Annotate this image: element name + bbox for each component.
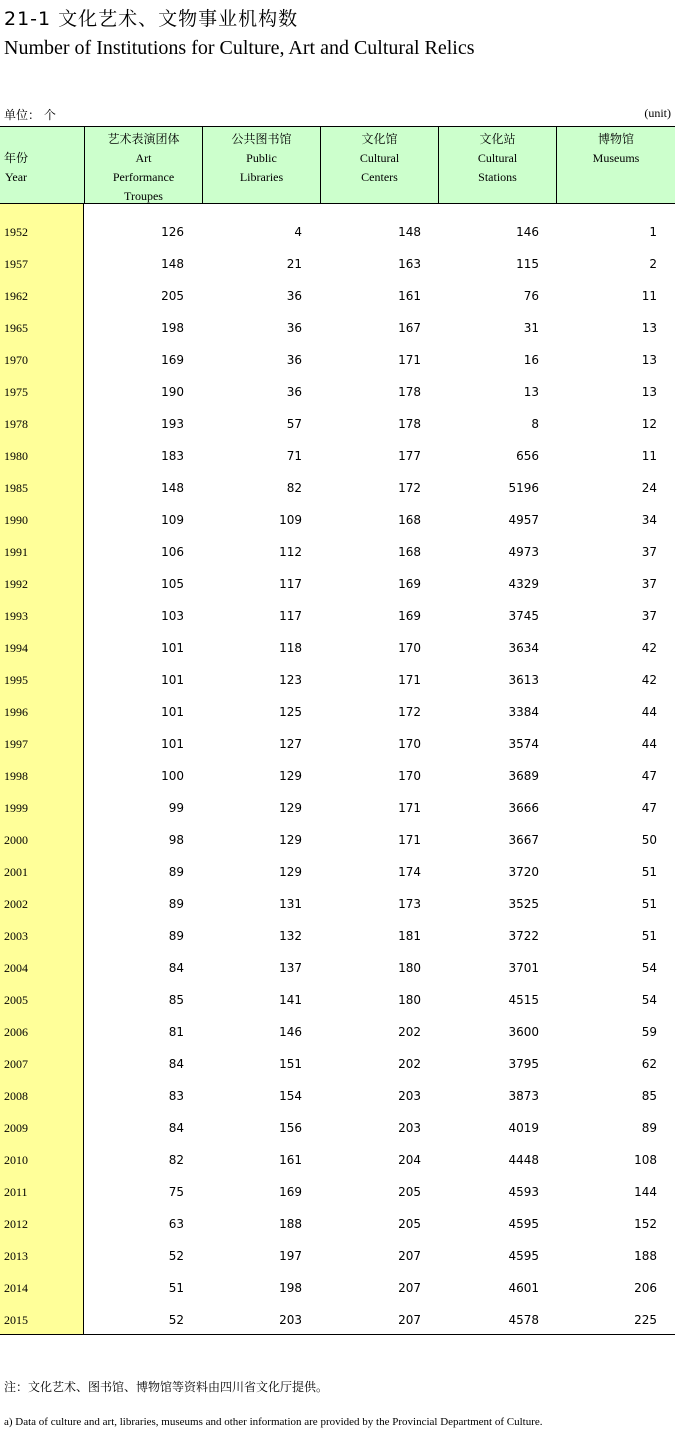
table-row <box>0 661 675 693</box>
value-cell: 37 <box>641 545 657 559</box>
value-cell: 3689 <box>508 769 539 783</box>
value-cell: 89 <box>641 1121 657 1135</box>
value-cell: 11 <box>641 289 657 303</box>
value-cell: 205 <box>398 1185 421 1199</box>
value-cell: 4448 <box>508 1153 539 1167</box>
value-cell: 148 <box>161 481 184 495</box>
value-cell: 132 <box>279 929 302 943</box>
header-cn: 博物馆 <box>597 132 634 146</box>
value-cell: 89 <box>168 865 184 879</box>
value-cell: 85 <box>168 993 184 1007</box>
value-cell: 51 <box>641 929 657 943</box>
value-cell: 47 <box>641 801 657 815</box>
value-cell: 108 <box>634 1153 657 1167</box>
year-cell: 2010 <box>4 1153 28 1167</box>
value-cell: 3873 <box>508 1089 539 1103</box>
value-cell: 105 <box>161 577 184 591</box>
value-cell: 168 <box>398 545 421 559</box>
year-cell: 2002 <box>4 897 28 911</box>
value-cell: 37 <box>641 577 657 591</box>
page-title-cn: 21-1 文化艺术、文物事业机构数 <box>4 8 299 30</box>
value-cell: 144 <box>634 1185 657 1199</box>
value-cell: 3722 <box>508 929 539 943</box>
year-cell: 1962 <box>4 289 28 303</box>
value-cell: 171 <box>398 673 421 687</box>
value-cell: 101 <box>161 705 184 719</box>
value-cell: 89 <box>168 897 184 911</box>
header-en: Libraries <box>239 170 284 184</box>
value-cell: 656 <box>516 449 539 463</box>
value-cell: 51 <box>641 897 657 911</box>
year-cell: 1991 <box>4 545 28 559</box>
header-cultural-centers <box>321 127 439 203</box>
value-cell: 4957 <box>508 513 539 527</box>
value-cell: 181 <box>398 929 421 943</box>
header-en: Public <box>246 151 277 165</box>
value-cell: 169 <box>398 609 421 623</box>
table-row <box>0 981 675 1013</box>
year-cell: 2009 <box>4 1121 28 1135</box>
header-en: Museums <box>592 151 640 165</box>
value-cell: 118 <box>279 641 302 655</box>
value-cell: 167 <box>398 321 421 335</box>
header-en: Cultural <box>359 151 400 165</box>
table-row <box>0 693 675 725</box>
value-cell: 126 <box>161 225 184 239</box>
value-cell: 203 <box>279 1313 302 1327</box>
value-cell: 170 <box>398 737 421 751</box>
value-cell: 106 <box>161 545 184 559</box>
table-row <box>0 917 675 949</box>
unit-label-en: (unit) <box>644 106 671 120</box>
header-en: Centers <box>361 170 398 184</box>
table-body <box>0 204 675 1335</box>
value-cell: 3600 <box>508 1025 539 1039</box>
table-header <box>0 126 675 204</box>
year-cell: 1980 <box>4 449 28 463</box>
value-cell: 3634 <box>508 641 539 655</box>
value-cell: 99 <box>168 801 184 815</box>
value-cell: 202 <box>398 1057 421 1071</box>
table-row <box>0 1269 675 1301</box>
table-row <box>0 309 675 341</box>
table-row <box>0 277 675 309</box>
value-cell: 188 <box>279 1217 302 1231</box>
year-cell: 1952 <box>4 225 28 239</box>
table-row <box>0 565 675 597</box>
value-cell: 198 <box>279 1281 302 1295</box>
value-cell: 81 <box>168 1025 184 1039</box>
header-en: Cultural <box>477 151 518 165</box>
value-cell: 148 <box>161 257 184 271</box>
value-cell: 4595 <box>508 1249 539 1263</box>
header-en: Troupes <box>124 189 163 203</box>
value-cell: 137 <box>279 961 302 975</box>
value-cell: 59 <box>641 1025 657 1039</box>
year-cell: 2001 <box>4 865 28 879</box>
year-cell: 1985 <box>4 481 28 495</box>
value-cell: 13 <box>641 353 657 367</box>
value-cell: 112 <box>279 545 302 559</box>
value-cell: 62 <box>641 1057 657 1071</box>
value-cell: 178 <box>398 385 421 399</box>
value-cell: 190 <box>161 385 184 399</box>
table-row <box>0 533 675 565</box>
value-cell: 44 <box>641 705 657 719</box>
table-row <box>0 437 675 469</box>
value-cell: 177 <box>398 449 421 463</box>
value-cell: 54 <box>641 961 657 975</box>
year-cell: 2003 <box>4 929 28 943</box>
table-row <box>0 757 675 789</box>
year-cell: 1990 <box>4 513 28 527</box>
value-cell: 52 <box>168 1249 184 1263</box>
value-cell: 54 <box>641 993 657 1007</box>
table-row <box>0 1301 675 1333</box>
table-row <box>0 405 675 437</box>
value-cell: 180 <box>398 993 421 1007</box>
value-cell: 129 <box>279 769 302 783</box>
value-cell: 205 <box>161 289 184 303</box>
table-row <box>0 1077 675 1109</box>
table-row <box>0 1205 675 1237</box>
header-year-en: Year <box>4 170 28 184</box>
value-cell: 4515 <box>508 993 539 1007</box>
value-cell: 127 <box>279 737 302 751</box>
value-cell: 3613 <box>508 673 539 687</box>
year-cell: 1993 <box>4 609 28 623</box>
value-cell: 169 <box>279 1185 302 1199</box>
value-cell: 193 <box>161 417 184 431</box>
value-cell: 161 <box>279 1153 302 1167</box>
header-art-troupes <box>85 127 203 203</box>
value-cell: 4329 <box>508 577 539 591</box>
header-public-libraries <box>203 127 321 203</box>
value-cell: 11 <box>641 449 657 463</box>
header-museums <box>557 127 675 203</box>
value-cell: 98 <box>168 833 184 847</box>
year-cell: 1975 <box>4 385 28 399</box>
year-cell: 2014 <box>4 1281 28 1295</box>
table-row <box>0 1141 675 1173</box>
table-row <box>0 213 675 245</box>
table-row <box>0 341 675 373</box>
header-en: Performance <box>112 170 175 184</box>
value-cell: 148 <box>398 225 421 239</box>
year-cell: 1965 <box>4 321 28 335</box>
value-cell: 171 <box>398 833 421 847</box>
table-row <box>0 1237 675 1269</box>
value-cell: 4019 <box>508 1121 539 1135</box>
value-cell: 83 <box>168 1089 184 1103</box>
value-cell: 103 <box>161 609 184 623</box>
value-cell: 42 <box>641 673 657 687</box>
value-cell: 13 <box>641 385 657 399</box>
footnote-en: a) Data of culture and art, libraries, museums and other information are provided by the Provincial Department of Culture. <box>4 1416 543 1428</box>
table-row <box>0 821 675 853</box>
value-cell: 85 <box>641 1089 657 1103</box>
value-cell: 115 <box>516 257 539 271</box>
page-title-en: Number of Institutions for Culture, Art and Cultural Relics <box>4 37 475 59</box>
value-cell: 36 <box>286 385 302 399</box>
year-cell: 2004 <box>4 961 28 975</box>
table-row <box>0 469 675 501</box>
value-cell: 4601 <box>508 1281 539 1295</box>
value-cell: 202 <box>398 1025 421 1039</box>
year-cell: 1994 <box>4 641 28 655</box>
year-cell: 2008 <box>4 1089 28 1103</box>
value-cell: 109 <box>161 513 184 527</box>
value-cell: 170 <box>398 769 421 783</box>
value-cell: 36 <box>286 353 302 367</box>
year-cell: 2015 <box>4 1313 28 1327</box>
table-row <box>0 885 675 917</box>
header-cn: 文化馆 <box>361 132 398 146</box>
value-cell: 204 <box>398 1153 421 1167</box>
table-row <box>0 245 675 277</box>
value-cell: 101 <box>161 737 184 751</box>
value-cell: 52 <box>168 1313 184 1327</box>
value-cell: 180 <box>398 961 421 975</box>
value-cell: 4593 <box>508 1185 539 1199</box>
year-cell: 2012 <box>4 1217 28 1231</box>
value-cell: 4973 <box>508 545 539 559</box>
value-cell: 197 <box>279 1249 302 1263</box>
year-cell: 1957 <box>4 257 28 271</box>
value-cell: 151 <box>279 1057 302 1071</box>
value-cell: 34 <box>641 513 657 527</box>
table-row <box>0 1109 675 1141</box>
value-cell: 8 <box>531 417 539 431</box>
header-cn: 艺术表演团体 <box>107 132 180 146</box>
value-cell: 168 <box>398 513 421 527</box>
value-cell: 172 <box>398 481 421 495</box>
value-cell: 141 <box>279 993 302 1007</box>
year-cell: 1978 <box>4 417 28 431</box>
year-cell: 1970 <box>4 353 28 367</box>
year-cell: 2000 <box>4 833 28 847</box>
value-cell: 82 <box>286 481 302 495</box>
table-row <box>0 1045 675 1077</box>
value-cell: 3745 <box>508 609 539 623</box>
value-cell: 117 <box>279 577 302 591</box>
value-cell: 3701 <box>508 961 539 975</box>
value-cell: 163 <box>398 257 421 271</box>
value-cell: 75 <box>168 1185 184 1199</box>
value-cell: 3795 <box>508 1057 539 1071</box>
value-cell: 131 <box>279 897 302 911</box>
value-cell: 76 <box>523 289 539 303</box>
value-cell: 13 <box>523 385 539 399</box>
value-cell: 203 <box>398 1121 421 1135</box>
header-year-cn: 年份 <box>4 151 29 165</box>
value-cell: 169 <box>161 353 184 367</box>
value-cell: 3574 <box>508 737 539 751</box>
header-cn: 公共图书馆 <box>231 132 292 146</box>
header-cultural-stations <box>439 127 557 203</box>
value-cell: 205 <box>398 1217 421 1231</box>
value-cell: 4 <box>294 225 302 239</box>
year-cell: 2005 <box>4 993 28 1007</box>
value-cell: 207 <box>398 1313 421 1327</box>
year-cell: 1992 <box>4 577 28 591</box>
data-table <box>0 126 675 1335</box>
value-cell: 57 <box>286 417 302 431</box>
value-cell: 12 <box>641 417 657 431</box>
value-cell: 31 <box>523 321 539 335</box>
value-cell: 207 <box>398 1281 421 1295</box>
value-cell: 178 <box>398 417 421 431</box>
value-cell: 109 <box>279 513 302 527</box>
year-cell: 1999 <box>4 801 28 815</box>
value-cell: 13 <box>641 321 657 335</box>
value-cell: 36 <box>286 321 302 335</box>
value-cell: 63 <box>168 1217 184 1231</box>
value-cell: 117 <box>279 609 302 623</box>
value-cell: 188 <box>634 1249 657 1263</box>
footnote-cn: 注：文化艺术、图书馆、博物馆等资料由四川省文化厅提供。 <box>4 1380 329 1394</box>
year-cell: 2011 <box>4 1185 28 1199</box>
value-cell: 84 <box>168 1057 184 1071</box>
value-cell: 51 <box>168 1281 184 1295</box>
header-year <box>0 127 85 203</box>
value-cell: 171 <box>398 801 421 815</box>
table-row <box>0 725 675 757</box>
value-cell: 3720 <box>508 865 539 879</box>
value-cell: 146 <box>279 1025 302 1039</box>
value-cell: 207 <box>398 1249 421 1263</box>
value-cell: 21 <box>286 257 302 271</box>
value-cell: 225 <box>634 1313 657 1327</box>
value-cell: 84 <box>168 961 184 975</box>
value-cell: 24 <box>641 481 657 495</box>
value-cell: 2 <box>649 257 657 271</box>
value-cell: 101 <box>161 673 184 687</box>
year-cell: 1995 <box>4 673 28 687</box>
value-cell: 129 <box>279 865 302 879</box>
table-row <box>0 789 675 821</box>
value-cell: 84 <box>168 1121 184 1135</box>
value-cell: 101 <box>161 641 184 655</box>
value-cell: 50 <box>641 833 657 847</box>
value-cell: 4578 <box>508 1313 539 1327</box>
table-row <box>0 1013 675 1045</box>
value-cell: 51 <box>641 865 657 879</box>
value-cell: 1 <box>649 225 657 239</box>
value-cell: 3666 <box>508 801 539 815</box>
table-row <box>0 501 675 533</box>
value-cell: 37 <box>641 609 657 623</box>
year-cell: 1996 <box>4 705 28 719</box>
value-cell: 4595 <box>508 1217 539 1231</box>
value-cell: 16 <box>523 353 539 367</box>
value-cell: 156 <box>279 1121 302 1135</box>
value-cell: 169 <box>398 577 421 591</box>
value-cell: 42 <box>641 641 657 655</box>
unit-label-cn: 单位： 个 <box>4 108 56 122</box>
table-row <box>0 853 675 885</box>
value-cell: 89 <box>168 929 184 943</box>
value-cell: 161 <box>398 289 421 303</box>
value-cell: 173 <box>398 897 421 911</box>
table-row <box>0 949 675 981</box>
value-cell: 5196 <box>508 481 539 495</box>
year-cell: 1998 <box>4 769 28 783</box>
value-cell: 183 <box>161 449 184 463</box>
value-cell: 146 <box>516 225 539 239</box>
header-en: Stations <box>478 170 517 184</box>
value-cell: 100 <box>161 769 184 783</box>
table-row <box>0 373 675 405</box>
value-cell: 3525 <box>508 897 539 911</box>
table-row <box>0 1173 675 1205</box>
value-cell: 82 <box>168 1153 184 1167</box>
value-cell: 47 <box>641 769 657 783</box>
value-cell: 152 <box>634 1217 657 1231</box>
year-cell: 2007 <box>4 1057 28 1071</box>
year-cell: 1997 <box>4 737 28 751</box>
value-cell: 203 <box>398 1089 421 1103</box>
value-cell: 129 <box>279 833 302 847</box>
year-cell: 2006 <box>4 1025 28 1039</box>
value-cell: 3667 <box>508 833 539 847</box>
value-cell: 174 <box>398 865 421 879</box>
value-cell: 171 <box>398 353 421 367</box>
value-cell: 129 <box>279 801 302 815</box>
value-cell: 206 <box>634 1281 657 1295</box>
value-cell: 170 <box>398 641 421 655</box>
value-cell: 154 <box>279 1089 302 1103</box>
table-row <box>0 597 675 629</box>
header-cn: 文化站 <box>479 132 516 146</box>
value-cell: 125 <box>279 705 302 719</box>
value-cell: 123 <box>279 673 302 687</box>
table-row <box>0 629 675 661</box>
year-cell: 2013 <box>4 1249 28 1263</box>
value-cell: 44 <box>641 737 657 751</box>
value-cell: 172 <box>398 705 421 719</box>
value-cell: 71 <box>286 449 302 463</box>
value-cell: 198 <box>161 321 184 335</box>
value-cell: 36 <box>286 289 302 303</box>
header-en: Art <box>135 151 152 165</box>
value-cell: 3384 <box>508 705 539 719</box>
